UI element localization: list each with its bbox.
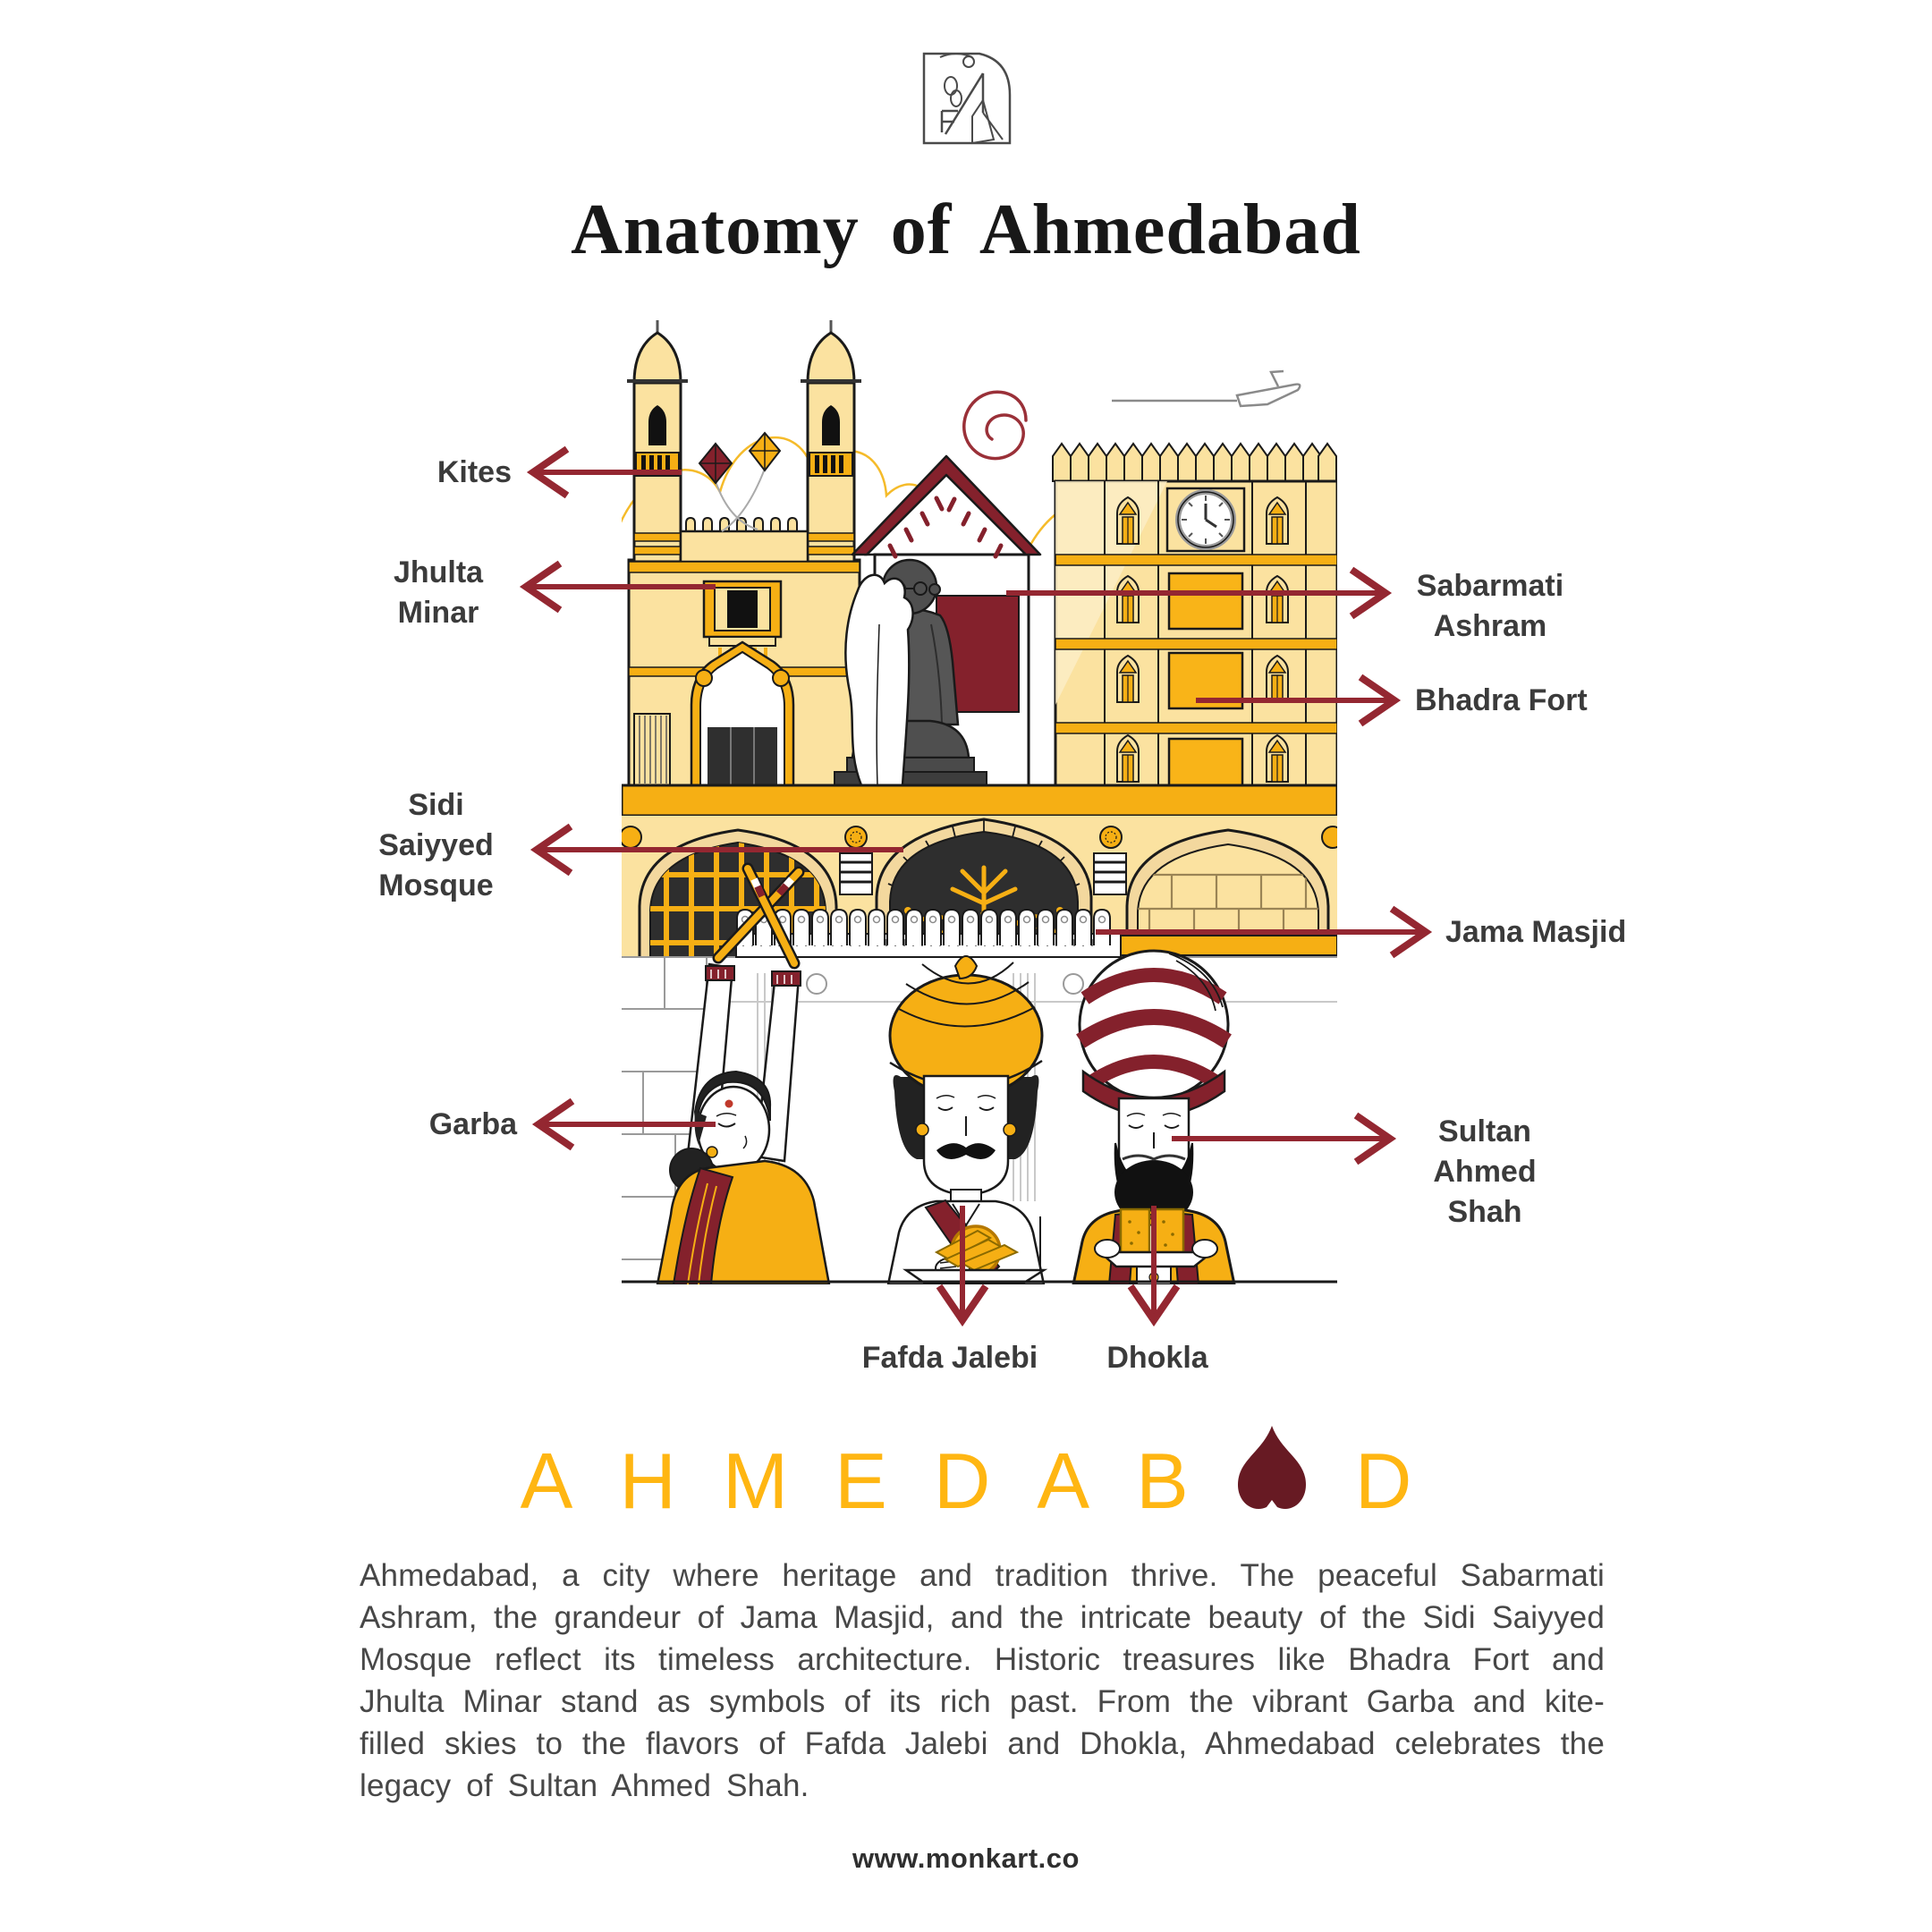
label-fafda-jalebi: Fafda Jalebi bbox=[861, 1341, 1038, 1375]
ahmedabad-illustration bbox=[622, 320, 1337, 1284]
monkart-logo-icon bbox=[915, 47, 1017, 148]
label-garba: Garba bbox=[428, 1107, 517, 1141]
ahmedabad-wordmark bbox=[0, 1424, 1932, 1526]
bhadra-fort bbox=[1053, 444, 1337, 785]
label-dhokla: Dhokla bbox=[1106, 1341, 1208, 1375]
turban-man bbox=[888, 956, 1044, 1284]
label-sidi-saiyyed-mosque: Sidi Saiyyed Mosque bbox=[378, 788, 494, 902]
website-url: www.monkart.co bbox=[852, 1843, 1080, 1874]
wordmark-letters-2: D bbox=[1354, 1436, 1412, 1525]
label-sabarmati-ashram: Sabarmati Ashram bbox=[1416, 569, 1564, 643]
jhulta-minar bbox=[627, 320, 861, 785]
page-title: Anatomy of Ahmedabad bbox=[571, 191, 1361, 269]
spiral-sun-icon bbox=[964, 392, 1026, 458]
golden-band bbox=[622, 785, 1337, 816]
label-kites: Kites bbox=[436, 455, 512, 489]
wordmark-letters-1: AHMEDAB bbox=[520, 1436, 1235, 1525]
label-sultan-ahmed-shah: Sultan Ahmed Shah bbox=[1433, 1114, 1537, 1229]
tree-icon bbox=[845, 575, 912, 785]
label-jhulta-minar: Jhulta Minar bbox=[393, 555, 484, 630]
heart-icon bbox=[1235, 1424, 1309, 1517]
label-bhadra-fort: Bhadra Fort bbox=[1415, 683, 1588, 717]
kites-icon bbox=[699, 433, 780, 531]
label-jama-masjid: Jama Masjid bbox=[1445, 915, 1627, 949]
airplane-icon bbox=[1112, 371, 1300, 406]
description-paragraph: Ahmedabad, a city where heritage and tradition thrive. The peaceful Sabarmati Ashram, the grandeur of Jama Masjid, and the intricate beauty of the Sidi Saiyyed Mosque reflect its timeless architecture. Historic treasures like Bhadra Fort and Jhulta Minar stand as symbols of its rich past. From the vibrant Garba and kite-filled skies to the flavors of Fafda Jalebi and Dhokla, Ahmedabad celebrates the legacy of Sultan Ahmed Shah. bbox=[360, 1558, 1605, 1803]
clock-icon bbox=[1167, 488, 1244, 551]
